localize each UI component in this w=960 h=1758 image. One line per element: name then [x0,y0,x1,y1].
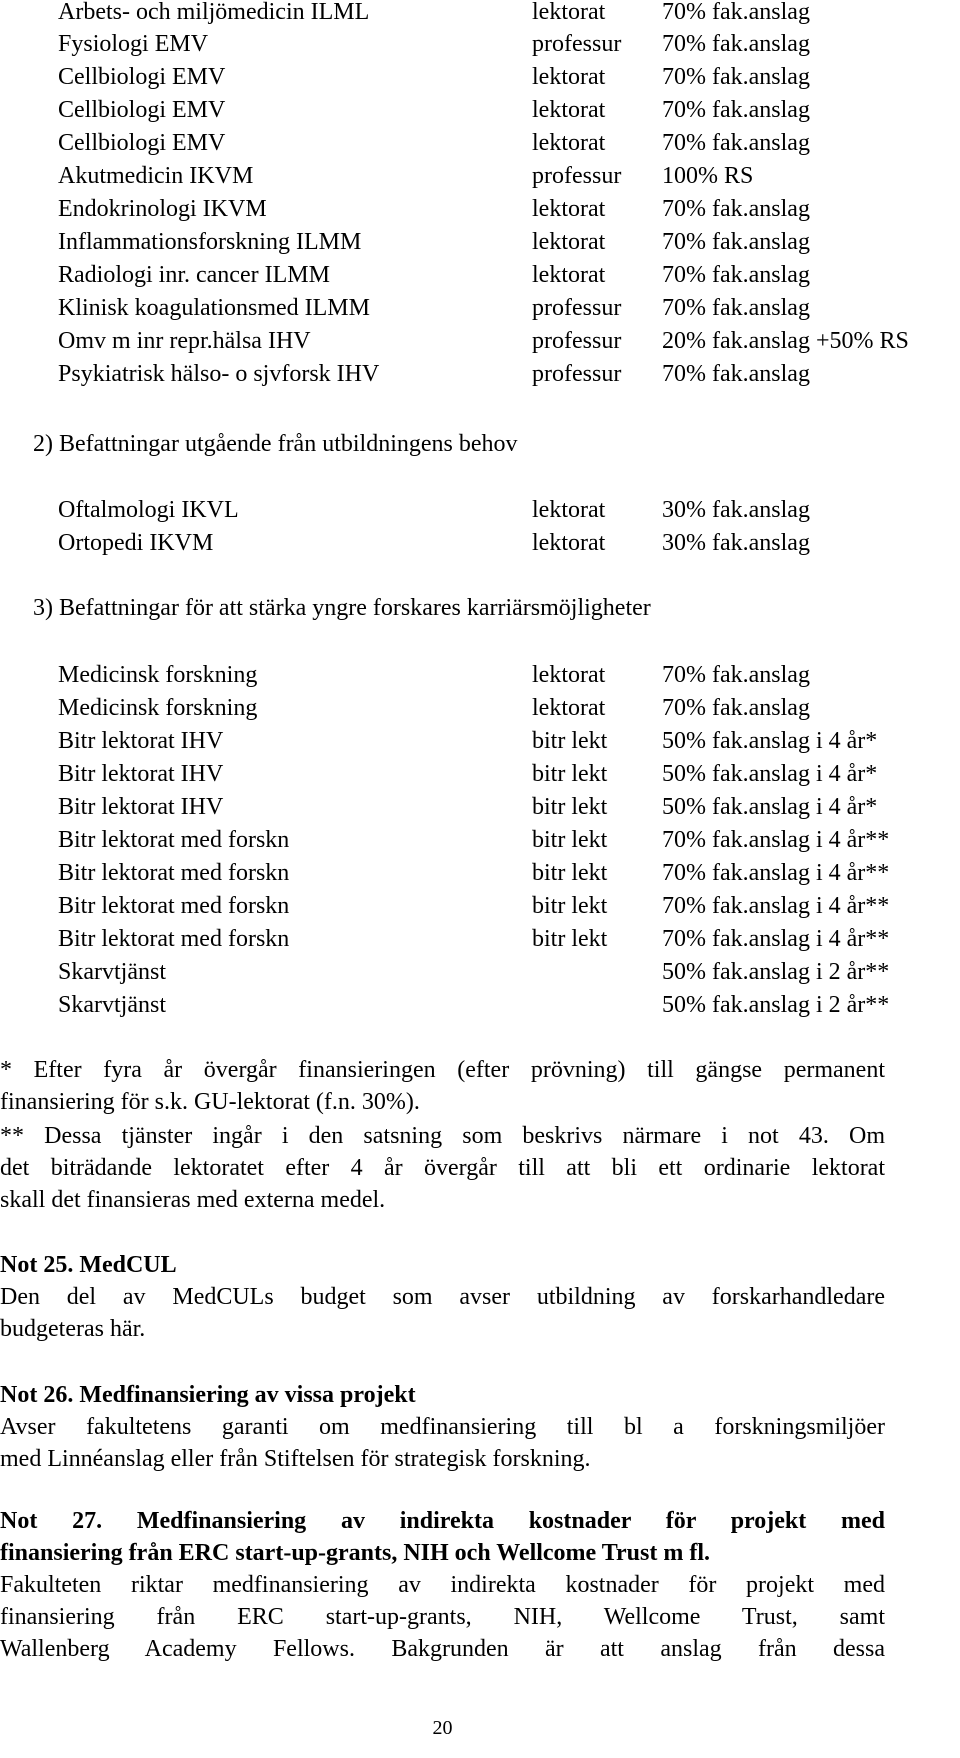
department-cell: Radiologi inr. cancer ILMM [58,262,330,288]
funding-cell: 70% fak.anslag [662,262,810,288]
position-type-cell: lektorat [532,497,606,523]
funding-cell: 50% fak.anslag i 4 år* [662,728,878,754]
note-line: finansiering från ERC start-up-grants, NIH, Wellcome Trust, samt [0,1604,885,1630]
department-cell: Bitr lektorat med forskn [58,893,290,919]
funding-cell: 70% fak.anslag i 4 år** [662,827,890,853]
note-27 [0,1505,885,1665]
department-cell: Medicinsk forskning [58,695,258,721]
position-type-cell: lektorat [532,229,606,255]
table-row [0,791,960,823]
position-type-cell: bitr lekt [532,926,608,952]
table-row [0,226,960,258]
position-type-cell: lektorat [532,130,606,156]
position-type-cell: professur [532,295,622,321]
department-cell: Bitr lektorat med forskn [58,926,290,952]
note-25-title: Not 25. MedCUL [0,1252,177,1278]
note-25 [0,1249,885,1345]
footnote-line: finansiering för s.k. GU-lektorat (f.n. 30%). [0,1089,420,1115]
funding-cell: 70% fak.anslag i 4 år** [662,893,890,919]
funding-cell: 100% RS [662,163,754,189]
table-row [0,956,960,988]
table-row [0,94,960,126]
footnote-line: * Efter fyra år övergår finansieringen (efter prövning) till gängse permanent [0,1057,885,1083]
footnote-single-asterisk [0,1054,885,1118]
position-type-cell: lektorat [532,97,606,123]
funding-cell: 50% fak.anslag i 2 år** [662,992,890,1018]
position-type-cell: lektorat [532,662,606,688]
department-cell: Endokrinologi IKVM [58,196,267,222]
funding-cell: 70% fak.anslag [662,64,810,90]
table-row [0,259,960,291]
funding-cell: 50% fak.anslag i 2 år** [662,959,890,985]
department-cell: Bitr lektorat IHV [58,728,224,754]
funding-cell: 50% fak.anslag i 4 år* [662,761,878,787]
funding-cell: 70% fak.anslag i 4 år** [662,860,890,886]
position-type-cell: bitr lekt [532,893,608,919]
table-row [0,725,960,757]
note-line: Wallenberg Academy Fellows. Bakgrunden är att anslag från dessa [0,1636,885,1662]
department-cell: Skarvtjänst [58,992,166,1018]
position-type-cell: bitr lekt [532,827,608,853]
position-type-cell: lektorat [532,530,606,556]
department-cell: Bitr lektorat med forskn [58,827,290,853]
table-row [0,758,960,790]
position-type-cell: lektorat [532,262,606,288]
position-type-cell: lektorat [532,0,606,25]
funding-cell: 50% fak.anslag i 4 år* [662,794,878,820]
funding-cell: 70% fak.anslag [662,97,810,123]
note-line: Fakulteten riktar medfinansiering av indirekta kostnader för projekt med [0,1572,885,1598]
department-cell: Cellbiologi EMV [58,130,226,156]
department-cell: Klinisk koagulationsmed ILMM [58,295,370,321]
table-row [0,61,960,93]
note-27-title-line: Not 27. Medfinansiering av indirekta kostnader för projekt med [0,1508,885,1534]
page-number: 20 [432,1717,453,1739]
note-27-title-line: finansiering från ERC start-up-grants, NIH och Wellcome Trust m fl. [0,1540,710,1566]
table-row [0,193,960,225]
department-cell: Psykiatrisk hälso- o sjvforsk IHV [58,361,380,387]
position-type-cell: professur [532,31,622,57]
table-row [0,923,960,955]
department-cell: Oftalmologi IKVL [58,497,239,523]
position-type-cell: professur [532,163,622,189]
department-cell: Akutmedicin IKVM [58,163,254,189]
funding-cell: 20% fak.anslag +50% RS [662,328,909,354]
funding-cell: 30% fak.anslag [662,530,810,556]
table-row [0,325,960,357]
table-row [0,989,960,1021]
funding-cell: 70% fak.anslag [662,361,810,387]
footnote-line: ** Dessa tjänster ingår i den satsning som beskrivs närmare i not 43. Om [0,1123,885,1149]
table-row [0,659,960,691]
note-26-title: Not 26. Medfinansiering av vissa projekt [0,1382,416,1408]
funding-cell: 70% fak.anslag [662,196,810,222]
funding-cell: 70% fak.anslag i 4 år** [662,926,890,952]
position-type-cell: lektorat [532,695,606,721]
table-row [0,292,960,324]
table-row [0,127,960,159]
funding-cell: 70% fak.anslag [662,0,810,25]
section-2-heading: 2) Befattningar utgående från utbildningens behov [33,431,518,457]
department-cell: Ortopedi IKVM [58,530,214,556]
table-row [0,890,960,922]
note-line: med Linnéanslag eller från Stiftelsen för strategisk forskning. [0,1446,591,1472]
table-row [0,494,960,526]
position-type-cell: bitr lekt [532,794,608,820]
funding-cell: 70% fak.anslag [662,295,810,321]
department-cell: Medicinsk forskning [58,662,258,688]
table-row [0,857,960,889]
department-cell: Bitr lektorat IHV [58,794,224,820]
funding-cell: 30% fak.anslag [662,497,810,523]
section-3-heading: 3) Befattningar för att stärka yngre forskares karriärsmöjligheter [33,595,651,621]
footnote-double-asterisk [0,1120,885,1216]
position-type-cell: lektorat [532,196,606,222]
note-line: Den del av MedCULs budget som avser utbildning av forskarhandledare [0,1284,885,1310]
table-row [0,692,960,724]
position-type-cell: bitr lekt [532,728,608,754]
department-cell: Omv m inr repr.hälsa IHV [58,328,311,354]
funding-cell: 70% fak.anslag [662,130,810,156]
department-cell: Cellbiologi EMV [58,97,226,123]
table-row [0,28,960,60]
table-row [0,358,960,390]
funding-cell: 70% fak.anslag [662,229,810,255]
note-26 [0,1379,885,1475]
table-row [0,160,960,192]
table-row [0,527,960,559]
department-cell: Inflammationsforskning ILMM [58,229,362,255]
table-row [0,0,960,28]
position-type-cell: professur [532,361,622,387]
department-cell: Skarvtjänst [58,959,166,985]
position-type-cell: lektorat [532,64,606,90]
funding-cell: 70% fak.anslag [662,31,810,57]
department-cell: Cellbiologi EMV [58,64,226,90]
position-type-cell: bitr lekt [532,761,608,787]
footnote-line: det biträdande lektoratet efter 4 år övergår till att bli ett ordinarie lektorat [0,1155,885,1181]
position-type-cell: professur [532,328,622,354]
note-line: budgeteras här. [0,1316,146,1342]
department-cell: Bitr lektorat med forskn [58,860,290,886]
position-type-cell: bitr lekt [532,860,608,886]
funding-cell: 70% fak.anslag [662,662,810,688]
note-line: Avser fakultetens garanti om medfinansiering till bl a forskningsmiljöer [0,1414,885,1440]
department-cell: Arbets- och miljömedicin ILML [58,0,370,25]
department-cell: Bitr lektorat IHV [58,761,224,787]
table-row [0,824,960,856]
funding-cell: 70% fak.anslag [662,695,810,721]
department-cell: Fysiologi EMV [58,31,209,57]
footnote-line: skall det finansieras med externa medel. [0,1187,386,1213]
